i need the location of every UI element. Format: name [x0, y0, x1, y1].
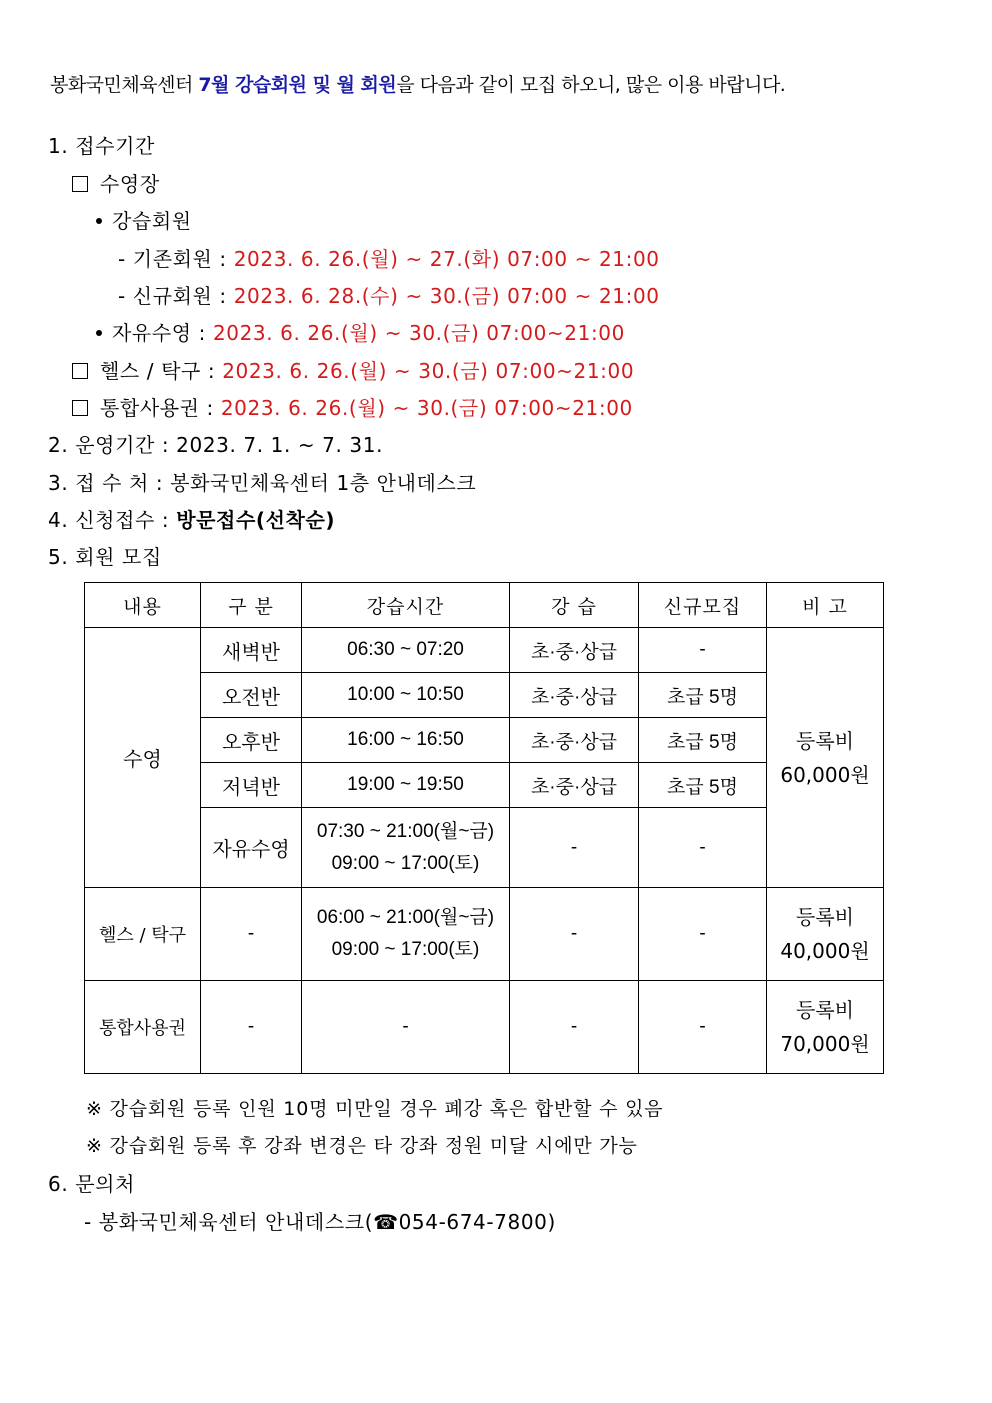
- combined-label: 통합사용권 :: [100, 396, 221, 420]
- class-name: 오전반: [201, 673, 302, 718]
- existing-label: - 기존회원 :: [118, 247, 234, 271]
- combined-cell: 통합사용권: [85, 981, 201, 1074]
- combined-recruit: -: [639, 981, 767, 1074]
- weekday-time: 06:00 ~ 21:00(월~금): [316, 907, 495, 928]
- health-fee-label: 등록비: [796, 905, 854, 929]
- table-row: [85, 628, 884, 673]
- free-swim-times: [302, 808, 510, 888]
- free-swim-dates: 2023. 6. 26.(월) ~ 30.(금) 07:00~21:00: [212, 321, 625, 345]
- class-time: 16:00 ~ 16:50: [302, 718, 510, 763]
- recruitment-table: [84, 582, 884, 1074]
- table-row: [85, 718, 884, 763]
- table-header-row: [85, 583, 884, 628]
- headline-prefix: 봉화국민체육센터: [50, 74, 199, 96]
- section2-operation-period: 2. 운영기간 : 2023. 7. 1. ~ 7. 31.: [48, 433, 384, 457]
- note-change: ※ 강습회원 등록 후 강좌 변경은 타 강좌 정원 미달 시에만 가능: [86, 1135, 638, 1157]
- health-times: [302, 888, 510, 981]
- class-level: 초·중·상급: [510, 628, 639, 673]
- lesson-label: 강습회원: [112, 209, 192, 233]
- class-recruit: -: [639, 628, 767, 673]
- saturday-time: 09:00 ~ 17:00(토): [331, 852, 480, 874]
- new-period: 2023. 6. 28.(수) ~ 30.(금) 07:00 ~ 21:00: [233, 284, 660, 308]
- free-swim-label: 자유수영: [112, 321, 192, 345]
- class-level: 초·중·상급: [510, 718, 639, 763]
- saturday-time: 09:00 ~ 17:00(토): [331, 939, 480, 960]
- class-time: 19:00 ~ 19:50: [302, 763, 510, 808]
- headline-suffix: 을 다음과 같이 모집 하오니, 많은 이용 바랍니다.: [396, 74, 786, 96]
- headline-highlight: 7월 강습회원 및 월 회원: [198, 74, 397, 96]
- combined-level: -: [510, 981, 639, 1074]
- health-cell: 헬스 / 탁구: [85, 888, 201, 981]
- checkbox-icon: [72, 176, 88, 192]
- class-level: 초·중·상급: [510, 763, 639, 808]
- table-row: [85, 981, 884, 1074]
- checkbox-icon: [72, 363, 88, 379]
- health-recruit: -: [639, 888, 767, 981]
- table-row: [85, 888, 884, 981]
- combined-period: [72, 392, 633, 421]
- combined-fee-label: 등록비: [796, 998, 854, 1022]
- section5-title: 5. 회원 모집: [48, 545, 162, 569]
- swim-fee-cell: [767, 628, 884, 888]
- existing-period: 2023. 6. 26.(월) ~ 27.(화) 07:00 ~ 21:00: [233, 247, 660, 271]
- headline: [50, 70, 785, 97]
- health-fee-amount: 40,000원: [780, 939, 870, 963]
- combined-fee-cell: [767, 981, 884, 1074]
- header-category: 구 분: [201, 583, 302, 628]
- header-remark: 비 고: [767, 583, 884, 628]
- lesson-heading: [96, 205, 192, 234]
- section3-reception: 3. 접 수 처 : 봉화국민체육센터 1층 안내데스크: [48, 471, 477, 495]
- class-recruit: -: [639, 808, 767, 888]
- weekday-time: 07:30 ~ 21:00(월~금): [316, 820, 495, 842]
- class-name: 새벽반: [201, 628, 302, 673]
- health-type: -: [201, 888, 302, 981]
- class-recruit: 초급 5명: [639, 718, 767, 763]
- health-period: [72, 355, 634, 384]
- swim-fee-label: 등록비: [796, 728, 854, 753]
- class-name: 저녁반: [201, 763, 302, 808]
- header-recruit: 신규모집: [639, 583, 767, 628]
- class-name: 오후반: [201, 718, 302, 763]
- header-content: 내용: [85, 583, 201, 628]
- combined-type: -: [201, 981, 302, 1074]
- table-row: [85, 763, 884, 808]
- combined-fee-amount: 70,000원: [780, 1032, 870, 1056]
- health-label: 헬스 / 탁구 :: [100, 359, 223, 383]
- combined-dates: 2023. 6. 26.(월) ~ 30.(금) 07:00~21:00: [220, 396, 633, 420]
- health-fee-cell: [767, 888, 884, 981]
- note-cancel: ※ 강습회원 등록 인원 10명 미만일 경우 폐강 혹은 합반할 수 있음: [86, 1098, 664, 1120]
- swim-heading: [72, 168, 160, 197]
- class-level: -: [510, 808, 639, 888]
- section4-label: 4. 신청접수 :: [48, 508, 177, 532]
- class-time: 06:30 ~ 07:20: [302, 628, 510, 673]
- free-swim-period: [96, 317, 625, 346]
- combined-time: -: [302, 981, 510, 1074]
- header-time: 강습시간: [302, 583, 510, 628]
- health-dates: 2023. 6. 26.(월) ~ 30.(금) 07:00~21:00: [222, 359, 635, 383]
- table-row: [85, 673, 884, 718]
- table-row: [85, 808, 884, 888]
- class-level: 초·중·상급: [510, 673, 639, 718]
- health-level: -: [510, 888, 639, 981]
- section4-value: 방문접수(선착순): [176, 508, 336, 532]
- class-recruit: 초급 5명: [639, 763, 767, 808]
- section6-contact: - 봉화국민체육센터 안내데스크(☎054-674-7800): [84, 1210, 556, 1234]
- section1-title: 1. 접수기간: [48, 134, 155, 158]
- free-swim-sep: :: [191, 321, 213, 345]
- checkbox-icon: [72, 400, 88, 416]
- header-level: 강 습: [510, 583, 639, 628]
- new-label: - 신규회원 :: [118, 284, 234, 308]
- bullet-icon: [96, 218, 102, 224]
- bullet-icon: [96, 330, 102, 336]
- swim-fee-amount: 60,000원: [780, 762, 870, 787]
- swim-label: 수영장: [100, 172, 160, 196]
- section4-application: [48, 504, 335, 533]
- new-member-period: [118, 280, 660, 309]
- class-time: 10:00 ~ 10:50: [302, 673, 510, 718]
- swim-cell: 수영: [85, 628, 201, 888]
- section6-title: 6. 문의처: [48, 1172, 135, 1196]
- class-recruit: 초급 5명: [639, 673, 767, 718]
- existing-member-period: [118, 243, 660, 272]
- class-name: 자유수영: [201, 808, 302, 888]
